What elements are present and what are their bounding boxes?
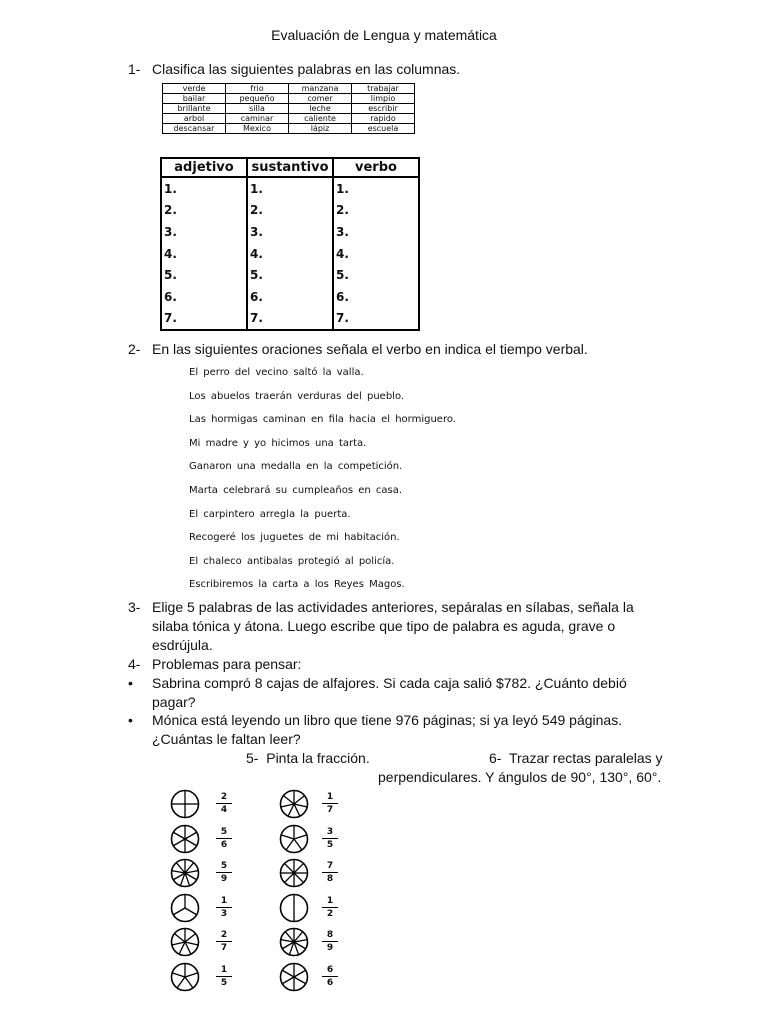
fraction-circle[interactable] xyxy=(279,858,309,888)
fraction-denominator: 9 xyxy=(326,943,334,953)
circle-division xyxy=(288,804,294,816)
classification-cell[interactable]: 6. xyxy=(161,286,247,308)
classification-cell[interactable]: 4. xyxy=(247,243,333,265)
header-verbo: verbo xyxy=(333,158,419,177)
word-cell: pequeño xyxy=(226,94,289,104)
fraction-circle[interactable] xyxy=(279,824,309,854)
circle-division xyxy=(294,804,300,816)
header-adjetivo: adjetivo xyxy=(161,158,247,177)
circle-division xyxy=(185,977,193,988)
question-6 xyxy=(489,749,663,768)
fraction-denominator: 5 xyxy=(220,977,228,988)
fraction-label xyxy=(322,930,338,953)
word-cell: trabajar xyxy=(352,84,415,94)
fraction-label xyxy=(216,930,232,953)
fraction-bar xyxy=(216,872,232,873)
classification-cell[interactable]: 3. xyxy=(161,221,247,243)
page-title: Evaluación de Lengua y matemática xyxy=(271,27,497,43)
classification-cell[interactable]: 3. xyxy=(333,221,419,243)
circle-division xyxy=(174,934,185,942)
fraction-bar xyxy=(322,907,338,908)
bullet-icon: • xyxy=(128,675,133,691)
question-5-number: 5- xyxy=(246,750,259,766)
sentence: El perro del vecino saltó la valla. xyxy=(189,367,364,378)
classification-cell[interactable]: 2. xyxy=(247,200,333,222)
fraction-circle[interactable] xyxy=(170,858,200,888)
word-cell: caminar xyxy=(226,114,289,124)
circle-division xyxy=(185,934,196,942)
question-1-text: Clasifica las siguientes palabras en las columnas. xyxy=(152,61,461,77)
question-2-text: En las siguientes oraciones señala el verbo en indica el tiempo verbal. xyxy=(152,341,588,357)
problem-2-line: ¿Cuántas le faltan leer? xyxy=(152,731,301,747)
word-table-row xyxy=(163,124,415,134)
bullet-icon: • xyxy=(128,712,133,728)
circle-division xyxy=(282,970,294,977)
word-cell: caliente xyxy=(289,114,352,124)
fraction-denominator: 6 xyxy=(326,977,334,988)
classification-row xyxy=(161,286,419,308)
circle-division xyxy=(294,977,306,984)
question-5-text: Pinta la fracción. xyxy=(266,750,370,766)
fraction-label xyxy=(322,896,338,919)
circle-division xyxy=(185,972,198,976)
word-table-row xyxy=(163,94,415,104)
word-cell: frio xyxy=(226,84,289,94)
question-3-number: 3- xyxy=(128,599,141,615)
fraction-bar xyxy=(322,976,338,977)
circle-division xyxy=(286,839,294,850)
question-2-number: 2- xyxy=(128,341,141,357)
circle-division xyxy=(294,804,307,807)
fraction-numerator: 1 xyxy=(220,895,228,906)
fraction-numerator: 8 xyxy=(326,930,334,940)
fraction-numerator: 2 xyxy=(220,792,228,802)
problem-2-line: Mónica está leyendo un libro que tiene 976 páginas; si ya leyó 549 páginas. xyxy=(152,712,623,728)
classification-cell[interactable]: 2. xyxy=(333,200,419,222)
fraction-denominator: 8 xyxy=(326,874,334,884)
question-5 xyxy=(246,749,370,768)
fraction-label xyxy=(322,827,338,850)
circle-division xyxy=(281,804,294,807)
fraction-circle[interactable] xyxy=(170,789,200,819)
sentence: Las hormigas caminan en fila hacia el hormiguero. xyxy=(189,414,456,426)
fraction-numerator: 2 xyxy=(220,930,228,940)
circle-division xyxy=(173,908,185,915)
fraction-bar xyxy=(322,941,338,942)
fraction-label xyxy=(216,965,232,988)
fraction-circle[interactable] xyxy=(170,962,200,992)
fraction-denominator: 4 xyxy=(220,805,228,815)
fraction-label xyxy=(216,896,232,919)
classification-cell[interactable]: 6. xyxy=(247,286,333,308)
fraction-bar xyxy=(216,838,232,839)
circle-division xyxy=(284,863,294,873)
fraction-denominator: 9 xyxy=(220,874,228,884)
classification-table xyxy=(160,157,420,331)
fraction-denominator: 2 xyxy=(326,908,334,919)
circle-division xyxy=(282,977,294,984)
word-cell: comer xyxy=(289,94,352,104)
question-6-continued: perpendiculares. Y ángulos de 90°, 130°, 60°. xyxy=(378,769,662,785)
fraction-numerator: 1 xyxy=(326,895,334,906)
fraction-bar xyxy=(216,803,232,804)
word-cell: limpio xyxy=(352,94,415,104)
header-sustantivo: sustantivo xyxy=(247,158,333,177)
classification-cell[interactable]: 7. xyxy=(161,308,247,331)
word-cell: arbol xyxy=(163,114,226,124)
fraction-bar xyxy=(322,803,338,804)
circle-division xyxy=(283,796,294,804)
fraction-label xyxy=(322,861,338,884)
fraction-label xyxy=(322,965,338,988)
word-cell: manzana xyxy=(289,84,352,94)
fraction-circle[interactable] xyxy=(279,789,309,819)
fraction-circle[interactable] xyxy=(170,893,200,923)
circle-division xyxy=(294,796,305,804)
fraction-bar xyxy=(216,976,232,977)
fraction-circle[interactable] xyxy=(170,824,200,854)
fraction-label xyxy=(216,861,232,884)
fraction-circle[interactable] xyxy=(279,962,309,992)
fraction-label xyxy=(322,792,338,815)
circle-division xyxy=(177,977,185,988)
fraction-bar xyxy=(216,941,232,942)
word-table-row xyxy=(163,104,415,114)
question-6-text: Trazar rectas paralelas y xyxy=(508,750,663,766)
classification-row xyxy=(161,221,419,243)
circle-division xyxy=(294,863,304,873)
circle-division xyxy=(185,942,191,954)
classification-row xyxy=(161,200,419,222)
problem-1-line: pagar? xyxy=(152,694,196,710)
word-cell: brillante xyxy=(163,104,226,114)
circle-division xyxy=(185,839,197,846)
fraction-numerator: 1 xyxy=(220,964,228,975)
word-table-row xyxy=(163,114,415,124)
circle-division xyxy=(185,832,197,839)
classification-cell[interactable]: 5. xyxy=(247,264,333,286)
circle-division xyxy=(294,873,304,883)
fraction-denominator: 7 xyxy=(326,805,334,815)
classification-cell[interactable]: 1. xyxy=(247,177,333,200)
word-cell: descansar xyxy=(163,124,226,134)
fraction-numerator: 3 xyxy=(326,826,334,837)
circle-division xyxy=(173,832,185,839)
sentence: Recogeré los juguetes de mi habitación. xyxy=(189,532,400,544)
word-cell: bailar xyxy=(163,94,226,104)
fraction-numerator: 5 xyxy=(220,826,228,837)
fraction-circle[interactable] xyxy=(170,927,200,957)
word-cell: escribir xyxy=(352,104,415,114)
fraction-circle[interactable] xyxy=(279,927,309,957)
circle-division xyxy=(294,970,306,977)
word-cell: leche xyxy=(289,104,352,114)
classification-cell[interactable]: 4. xyxy=(161,243,247,265)
circle-division xyxy=(294,834,307,838)
word-cell: verde xyxy=(163,84,226,94)
classification-cell[interactable]: 2. xyxy=(161,200,247,222)
question-3-line: silaba tónica y átona. Luego escribe que tipo de palabra es aguda, grave o xyxy=(152,618,616,634)
fraction-label xyxy=(216,792,232,815)
classification-cell[interactable]: 6. xyxy=(333,286,419,308)
question-4-text: Problemas para pensar: xyxy=(152,656,302,672)
circle-division xyxy=(294,839,302,850)
fraction-bar xyxy=(216,907,232,908)
question-4-number: 4- xyxy=(128,656,141,672)
question-1-number: 1- xyxy=(128,61,141,77)
sentence: El chaleco antibalas protegió al policía. xyxy=(189,555,395,567)
problem-1-line: Sabrina compró 8 cajas de alfajores. Si cada caja salió $782. ¿Cuánto debió xyxy=(152,675,627,691)
classification-cell[interactable]: 7. xyxy=(333,308,419,331)
word-cell: silla xyxy=(226,104,289,114)
word-table xyxy=(162,83,415,134)
classification-row xyxy=(161,177,419,200)
classification-cell[interactable]: 3. xyxy=(247,221,333,243)
fraction-numerator: 5 xyxy=(220,861,228,871)
classification-cell[interactable]: 1. xyxy=(333,177,419,200)
word-table-row xyxy=(163,84,415,94)
word-cell: lápiz xyxy=(289,124,352,134)
fraction-bar xyxy=(322,872,338,873)
classification-row xyxy=(161,243,419,265)
fraction-numerator: 7 xyxy=(326,861,334,871)
word-cell: escuela xyxy=(352,124,415,134)
classification-cell[interactable]: 5. xyxy=(161,264,247,286)
question-3-line: esdrújula. xyxy=(152,637,213,653)
classification-row xyxy=(161,264,419,286)
classification-cell[interactable]: 4. xyxy=(333,243,419,265)
circle-division xyxy=(284,873,294,883)
sentence: Mi madre y yo hicimos una tarta. xyxy=(189,437,367,449)
classification-cell[interactable]: 5. xyxy=(333,264,419,286)
fraction-denominator: 6 xyxy=(220,839,228,850)
circle-division xyxy=(179,942,185,954)
fraction-circle[interactable] xyxy=(279,893,309,923)
fraction-denominator: 7 xyxy=(220,943,228,953)
word-cell: rapido xyxy=(352,114,415,124)
word-cell: Mexico xyxy=(226,124,289,134)
fraction-numerator: 6 xyxy=(326,964,334,975)
circle-division xyxy=(185,908,197,915)
question-6-number: 6- xyxy=(489,750,502,766)
circle-division xyxy=(172,942,185,945)
sentence: El carpintero arregla la puerta. xyxy=(189,508,351,520)
sentence: Marta celebrará su cumpleaños en casa. xyxy=(189,485,403,496)
fraction-bar xyxy=(322,838,338,839)
sentence: Escribiremos la carta a los Reyes Magos. xyxy=(189,579,405,591)
fraction-label xyxy=(216,827,232,850)
fraction-numerator: 1 xyxy=(326,792,334,802)
classification-row xyxy=(161,308,419,331)
classification-cell[interactable]: 7. xyxy=(247,308,333,331)
circle-division xyxy=(173,839,185,846)
circle-division xyxy=(172,972,185,976)
classification-cell[interactable]: 1. xyxy=(161,177,247,200)
question-3-line: Elige 5 palabras de las actividades anteriores, sepáralas en sílabas, señala la xyxy=(152,599,634,615)
sentence: Los abuelos traerán verduras del pueblo. xyxy=(189,390,405,402)
circle-division xyxy=(281,834,294,838)
fraction-denominator: 5 xyxy=(326,839,334,850)
fraction-denominator: 3 xyxy=(220,908,228,919)
sentence: Ganaron una medalla en la competición. xyxy=(189,461,403,473)
circle-division xyxy=(185,942,198,945)
